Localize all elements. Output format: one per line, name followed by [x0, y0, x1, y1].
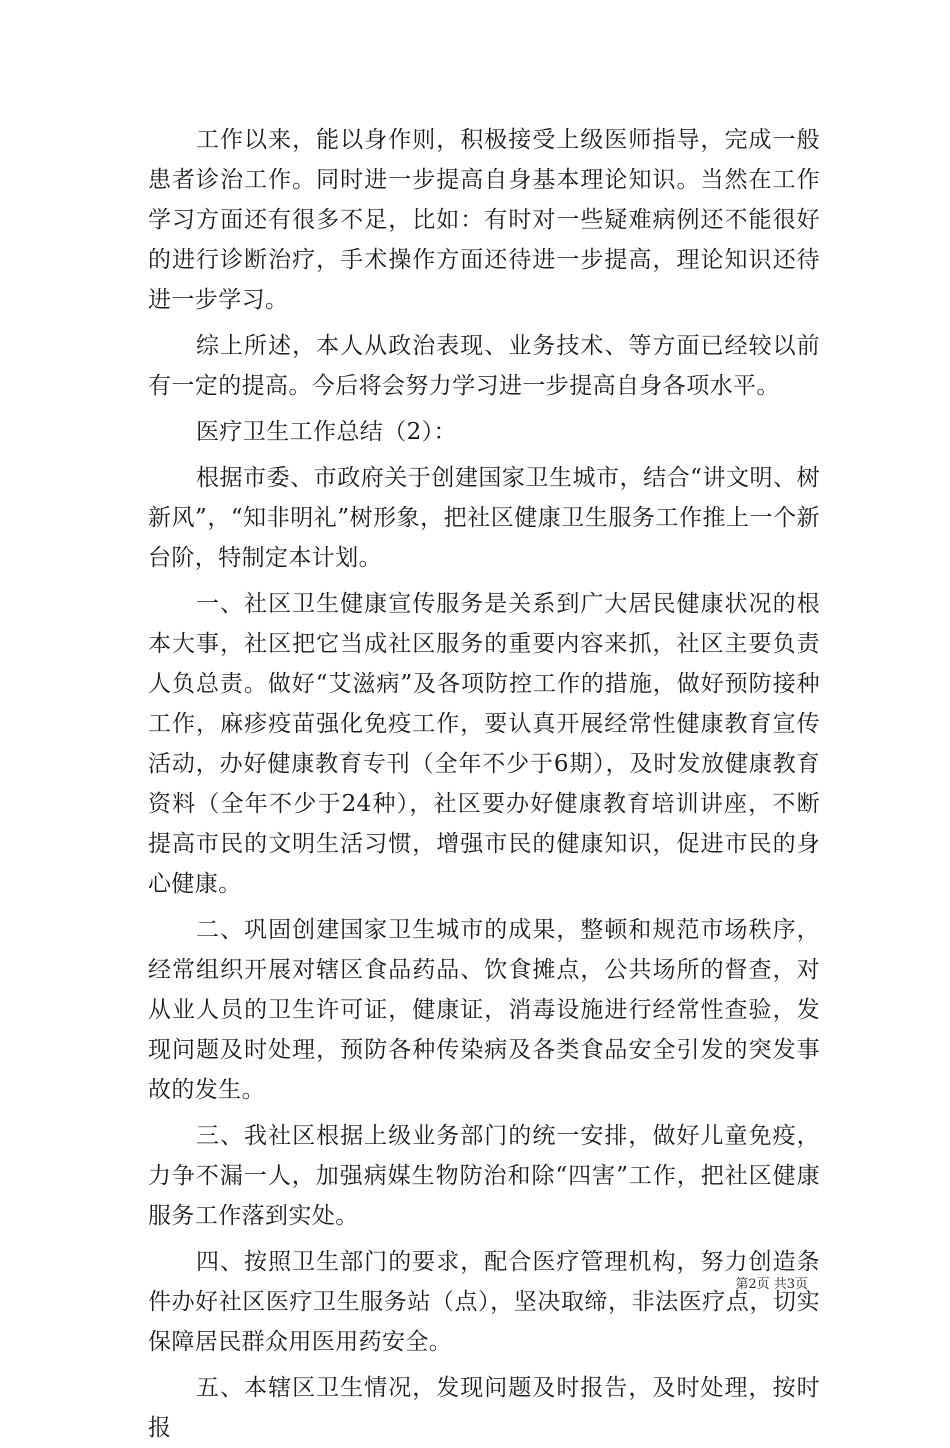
- paragraph-work-summary: 工作以来，能以身作则，积极接受上级医师指导，完成一般患者诊治工作。同时进一步提高自身基本理论知识。当然在工作学习方面还有很多不足，比如：有时对一些疑难病例还不能很好的进行诊断治疗，手术操作方面还待进一步提高，理论知识还待进一步学习。: [148, 127, 820, 313]
- paragraph-item-three: 三、我社区根据上级业务部门的统一安排，做好儿童免疫，力争不漏一人，加强病媒生物防治和除“四害”工作，把社区健康服务工作落到实处。: [148, 1123, 820, 1229]
- paragraph-item-one: 一、社区卫生健康宣传服务是关系到广大居民健康状况的根本大事，社区把它当成社区服务的重要内容来抓，社区主要负责人负总责。做好“艾滋病”及各项防控工作的措施，做好预防接种工作，麻疹疫苗强化免疫工作，要认真开展经常性健康教育宣传活动，办好健康教育专刊（全年不少于6期），及时发放健康教育资料（全年不少于24种），社区要办好健康教育培训讲座，不断提高市民的文明生活习惯，增强市民的健康知识，促进市民的身心健康。: [148, 591, 820, 897]
- document-body: [148, 120, 820, 1448]
- page-number-footer: 第2页 共3页: [735, 1277, 808, 1292]
- paragraph-item-two: 二、巩固创建国家卫生城市的成果，整顿和规范市场秩序，经常组织开展对辖区食品药品、饮食摊点，公共场所的督查，对从业人员的卫生许可证，健康证，消毒设施进行经常性查验，发现问题及时处理，预防各种传染病及各类食品安全引发的突发事故的发生。: [148, 917, 820, 1103]
- paragraph-plan-intro: 根据市委、市政府关于创建国家卫生城市，结合“讲文明、树新风”，“知非明礼”树形象，把社区健康卫生服务工作推上一个新台阶，特制定本计划。: [148, 465, 820, 571]
- paragraph-conclusion: 综上所述，本人从政治表现、业务技术、等方面已经较以前有一定的提高。今后将会努力学习进一步提高自身各项水平。: [148, 333, 820, 399]
- paragraph-section-title: 医疗卫生工作总结（2）：: [196, 419, 457, 445]
- paragraph-item-five: 五、本辖区卫生情况，发现问题及时报告，及时处理，按时报: [148, 1375, 820, 1441]
- paragraph-item-four: 四、按照卫生部门的要求，配合医疗管理机构，努力创造条件办好社区医疗卫生服务站（点），坚决取缔，非法医疗点，切实保障居民群众用医用药安全。: [148, 1249, 820, 1355]
